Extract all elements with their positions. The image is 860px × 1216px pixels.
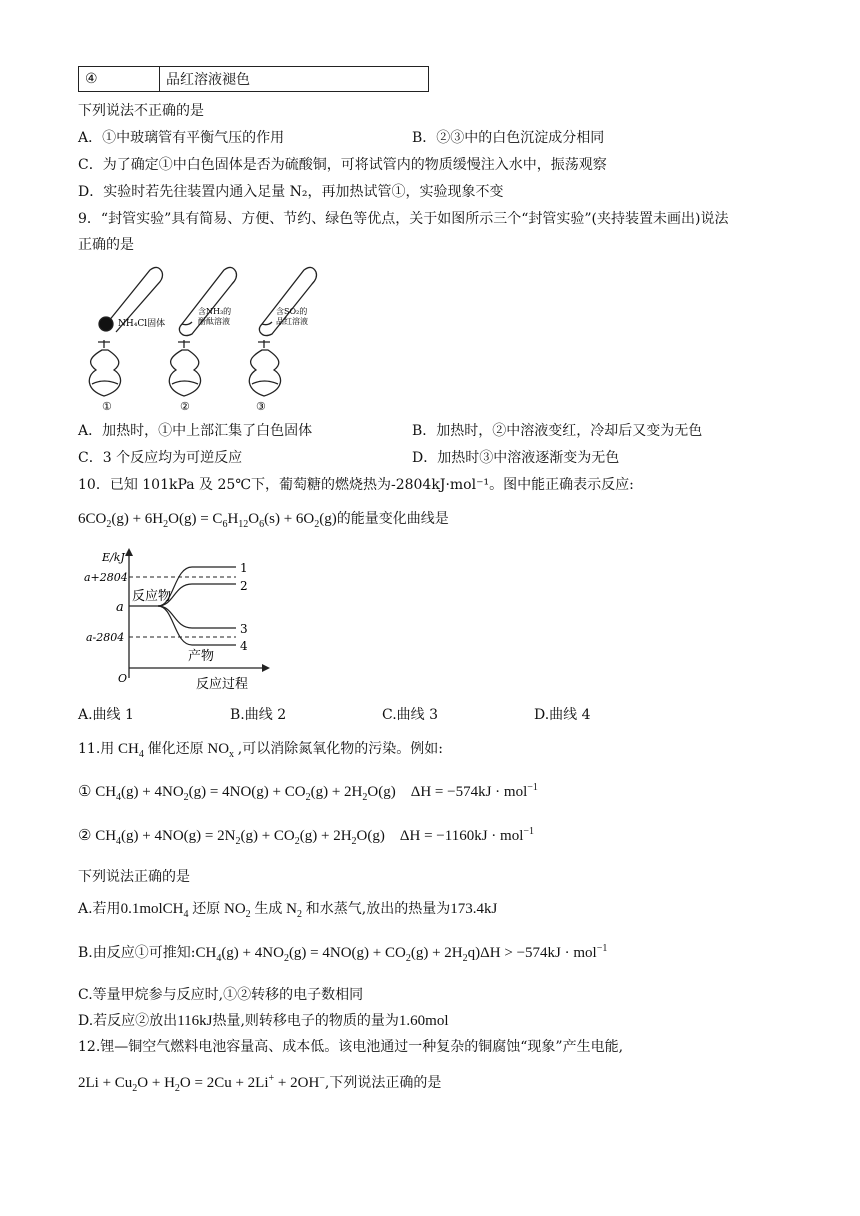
q11-option-c: C.等量甲烷参与反应时,①②转移的电子数相同 <box>78 987 364 1003</box>
apparatus-3 <box>249 267 316 396</box>
y-tick-a: a <box>116 600 124 615</box>
product-label: 产物 <box>188 649 215 664</box>
label-nh3: 含NH₃的 <box>198 307 232 316</box>
q8-option-a: A．①中玻璃管有平衡气压的作用 <box>78 130 285 146</box>
q11-stem-a: 11.用 <box>78 741 115 757</box>
q12-stem: 12.锂—铜空气燃料电池容量高、成本低。该电池通过一种复杂的铜腐蚀“现象”产生电能, <box>78 1039 624 1055</box>
formula-a1: 0.1molCH$_4$ <box>120 901 189 920</box>
curve-label-1: 1 <box>240 561 248 575</box>
q11-b-1: B.由反应①可推知: <box>78 945 196 961</box>
q9-option-a: A．加热时，①中上部汇集了白色固体 <box>78 423 313 439</box>
formula-a3: $N_2$ <box>282 901 303 920</box>
value-d2: 1.60mol <box>398 1013 449 1029</box>
formula-a2: $NO_2$ <box>220 901 251 920</box>
value-d1: 116kJ <box>177 1013 213 1029</box>
q11-option-a <box>78 898 497 918</box>
q11-ask: 下列说法正确的是 <box>78 869 190 885</box>
q12-equation: $2Li + Cu_2O + H_2O = 2Cu + 2Li^+ + 2OH^-$ <box>78 1073 325 1094</box>
y-axis-label: E/kJ <box>102 551 125 564</box>
formula-ch4: $CH_4$ <box>114 741 144 760</box>
table-cell-text: 品红溶液褪色 <box>160 67 429 92</box>
q9-option-b: B．加热时，②中溶液变红，冷却后又变为无色 <box>412 423 703 439</box>
q10-equation-line <box>78 508 449 528</box>
q12-tail: ,下列说法正确的是 <box>324 1075 442 1091</box>
q11-a-1: A.若用 <box>78 901 121 917</box>
q10-option-a: A.曲线 1 <box>78 707 134 723</box>
q8-option-b: B．②③中的白色沉淀成分相同 <box>412 130 605 146</box>
formula-b: $CH_4(g) + 4NO_2(g) = 4NO(g) + CO_2(g) + 2H_2q)\Delta H > -574kJ \cdot mol^{-1}$ <box>195 943 608 964</box>
label-nh4cl: NH₄Cl固体 <box>118 319 166 329</box>
q11-d-2: 热量,则转移电子的物质的量为 <box>212 1013 399 1029</box>
q11-stem-c: ,可以消除氮氧化物的污染。例如: <box>237 741 443 757</box>
reaction-2: ② $CH_4(g) + 4NO(g) = 2N_2(g) + CO_2(g) + 2H_2O(g)$ ΔH = −1160kJ · mol$^{-1}$ <box>78 826 535 847</box>
y-tick-bottom: a-2804 <box>86 631 125 644</box>
curve-label-4: 4 <box>240 639 248 653</box>
q8-option-d: D．实验时若先往装置内通入足量 N₂，再加热试管①，实验现象不变 <box>78 184 504 200</box>
q12-equation-line <box>78 1072 441 1092</box>
y-tick-top: a+2804 <box>84 571 128 584</box>
q11-a-2: 还原 <box>192 901 221 917</box>
reactant-label: 反应物 <box>132 589 172 604</box>
q10-equation: $6CO_2(g) + 6H_2O(g) = C_6H_{12}O_6(s) + 6O_2(g)$ <box>78 511 337 530</box>
apparatus-1 <box>89 267 162 396</box>
q11-a-3: 生成 <box>254 901 283 917</box>
label-tube-3: ③ <box>256 400 266 412</box>
label-magenta: 品红溶液 <box>276 317 308 326</box>
q10-option-b: B.曲线 2 <box>230 707 287 723</box>
q11-d-1: D.若反应②放出 <box>78 1013 178 1029</box>
q11-stem <box>78 738 443 758</box>
table-row <box>79 67 429 92</box>
label-phenolphthalein: 酚酞溶液 <box>198 317 230 326</box>
q10-equation-tail: 的能量变化曲线是 <box>336 511 449 527</box>
result-table <box>78 66 429 92</box>
reaction-1: ① $CH_4(g) + 4NO_2(g) = 4NO(g) + CO_2(g) + 2H_2O(g)$ ΔH = −574kJ · mol$^{-1}$ <box>78 782 538 803</box>
origin-label: O <box>118 672 128 685</box>
q9-option-d: D．加热时③中溶液逐渐变为无色 <box>412 450 620 466</box>
q8-stem: 下列说法不正确的是 <box>78 103 204 119</box>
label-tube-1: ① <box>102 400 112 412</box>
q11-option-b <box>78 942 607 962</box>
label-so2: 含SO₂的 <box>276 307 308 316</box>
apparatus-2 <box>169 267 236 396</box>
value-a: 173.4kJ <box>450 901 498 917</box>
q10-stem: 10．已知 101kPa 及 25℃下，葡萄糖的燃烧热为-2804kJ·mol⁻¹。图中能正确表示反应: <box>78 477 634 493</box>
table-cell-num: ④ <box>79 67 160 92</box>
q11-a-4: 和水蒸气,放出的热量为 <box>305 901 451 917</box>
curve-label-3: 3 <box>240 622 248 636</box>
q8-option-c: C．为了确定①中白色固体是否为硫酸铜，可将试管内的物质缓慢注入水中，振荡观察 <box>78 157 607 173</box>
q9-stem-line1: 9．“封管实验”具有简易、方便、节约、绿色等优点，关于如图所示三个“封管实验”(夹持装置未画出)说法 <box>78 211 729 227</box>
q11-option-d <box>78 1010 449 1030</box>
q10-option-d: D.曲线 4 <box>534 707 591 723</box>
label-tube-2: ② <box>180 400 190 412</box>
sealed-tube-figure <box>80 262 320 412</box>
q11-stem-b: 催化还原 <box>147 741 204 757</box>
x-axis-label: 反应过程 <box>196 677 249 692</box>
q9-stem-line2: 正确的是 <box>78 237 134 253</box>
energy-graph <box>76 546 276 692</box>
curve-label-2: 2 <box>240 579 248 593</box>
q10-option-c: C.曲线 3 <box>382 707 439 723</box>
formula-nox: $NO_x$ <box>203 741 235 760</box>
q9-option-c: C．3 个反应均为可逆反应 <box>78 450 243 466</box>
